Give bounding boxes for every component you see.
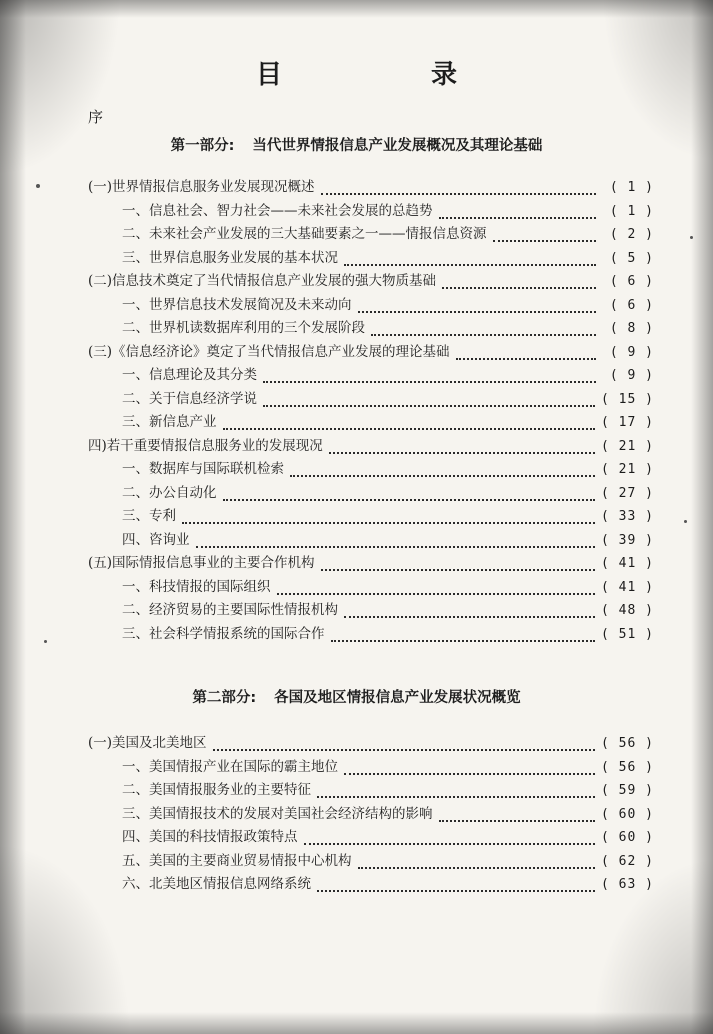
- scan-shadow-top: [0, 0, 713, 18]
- toc-entry: [88, 505, 654, 529]
- dot-leader: [321, 184, 596, 195]
- part-one-label: 第一部分:: [170, 138, 235, 154]
- scan-speck: [690, 236, 693, 239]
- toc-entry-title: 二、办公自动化: [122, 484, 217, 501]
- toc-entry-title: 一、科技情报的国际组织: [122, 578, 271, 595]
- toc-entry-page: ( 1 ): [609, 180, 654, 195]
- dot-leader: [439, 208, 597, 219]
- toc-entry-title: 三、美国情报技术的发展对美国社会经济结构的影响: [122, 805, 433, 822]
- toc-entry-title: 二、美国情报服务业的主要特征: [122, 782, 311, 798]
- toc-entry-page: ( 9 ): [609, 344, 654, 360]
- toc-entry-page: ( 62 ): [601, 853, 654, 869]
- toc-entry-page: ( 5 ): [609, 250, 654, 266]
- toc-entry-page: ( 41 ): [601, 556, 654, 571]
- part-one-heading: [0, 134, 713, 155]
- toc-entry-page: ( 15 ): [601, 391, 654, 407]
- toc-entry-title: 五、美国的主要商业贸易情报中心机构: [122, 852, 352, 869]
- dot-leader: [442, 278, 596, 289]
- toc-entry-page: ( 59 ): [601, 783, 654, 798]
- part-one-title: 当代世界情报信息产业发展概况及其理论基础: [252, 138, 543, 154]
- toc-entry-title: 四、咨询业: [122, 531, 190, 548]
- toc-entry-page: ( 56 ): [601, 736, 654, 751]
- dot-leader: [263, 372, 596, 383]
- toc-entry: [88, 552, 654, 576]
- dot-leader: [331, 631, 596, 642]
- toc-entry: [88, 200, 654, 224]
- toc-part-one: [88, 176, 654, 646]
- toc-entry-page: ( 41 ): [601, 579, 654, 595]
- dot-leader: [344, 764, 595, 775]
- toc-entry: [88, 176, 654, 200]
- toc-entry: [88, 623, 654, 647]
- dot-leader: [493, 231, 597, 242]
- dot-leader: [317, 787, 595, 798]
- toc-entry: [88, 756, 654, 780]
- scan-speck: [44, 640, 47, 643]
- dot-leader: [317, 881, 595, 892]
- toc-entry-page: ( 60 ): [601, 806, 654, 822]
- preface-entry: 序: [88, 108, 104, 126]
- toc-entry-page: ( 51 ): [601, 626, 654, 642]
- dot-leader: [321, 560, 595, 571]
- toc-entry-page: ( 27 ): [601, 485, 654, 501]
- part-two-label: 第二部分:: [192, 690, 257, 706]
- toc-entry-title: 二、世界机读数据库利用的三个发展阶段: [122, 320, 365, 336]
- toc-entry-page: ( 2 ): [609, 227, 654, 242]
- toc-entry: [88, 826, 654, 850]
- toc-entry-title: (一)美国及北美地区: [88, 735, 207, 751]
- toc-part-two: [88, 732, 654, 897]
- toc-entry: [88, 576, 654, 600]
- dot-leader: [358, 858, 596, 869]
- toc-entry-page: ( 17 ): [601, 415, 654, 430]
- dot-leader: [263, 396, 595, 407]
- toc-entry-page: ( 60 ): [601, 830, 654, 845]
- toc-entry: [88, 341, 654, 365]
- part-two-title: 各国及地区情报信息产业发展状况概览: [274, 690, 521, 706]
- toc-entry-title: 二、未来社会产业发展的三大基础要素之一——情报信息资源: [122, 226, 487, 242]
- toc-entry-title: 二、经济贸易的主要国际性情报机构: [122, 602, 338, 618]
- toc-entry-page: ( 6 ): [609, 274, 654, 289]
- toc-entry-title: 三、新信息产业: [122, 414, 217, 430]
- dot-leader: [344, 607, 595, 618]
- toc-entry-page: ( 39 ): [601, 532, 654, 548]
- toc-entry-title: (一)世界情报信息服务业发展现况概述: [88, 179, 315, 195]
- toc-entry: [88, 803, 654, 827]
- toc-entry-title: 四、美国的科技情报政策特点: [122, 829, 298, 845]
- toc-entry-title: 一、信息理论及其分类: [122, 367, 257, 383]
- dot-leader: [277, 584, 596, 595]
- toc-entry: [88, 388, 654, 412]
- dot-leader: [223, 419, 596, 430]
- toc-entry: [88, 364, 654, 388]
- scan-speck: [684, 520, 687, 523]
- dot-leader: [439, 811, 596, 822]
- toc-entry-title: 一、美国情报产业在国际的霸主地位: [122, 758, 338, 775]
- toc-entry: [88, 732, 654, 756]
- toc-entry-title: (二)信息技术奠定了当代情报信息产业发展的强大物质基础: [88, 273, 437, 289]
- toc-entry-title: 三、世界信息服务业发展的基本状况: [122, 249, 338, 266]
- toc-entry: [88, 223, 654, 247]
- toc-entry-page: ( 56 ): [601, 759, 654, 775]
- dot-leader: [182, 513, 595, 524]
- scan-shadow-left: [0, 0, 26, 1034]
- dot-leader: [290, 466, 595, 477]
- toc-entry-page: ( 6 ): [609, 297, 654, 313]
- dot-leader: [371, 325, 596, 336]
- toc-entry: [88, 270, 654, 294]
- toc-entry: [88, 599, 654, 623]
- toc-entry: [88, 435, 654, 459]
- toc-entry-page: ( 21 ): [601, 438, 654, 454]
- toc-entry: [88, 529, 654, 553]
- toc-entry-page: ( 1 ): [609, 203, 654, 219]
- toc-entry: [88, 482, 654, 506]
- toc-entry-page: ( 8 ): [609, 321, 654, 336]
- toc-entry-page: ( 9 ): [609, 368, 654, 383]
- toc-entry-title: 二、关于信息经济学说: [122, 390, 257, 407]
- toc-entry-title: 六、北美地区情报信息网络系统: [122, 876, 311, 892]
- scan-speck: [36, 184, 40, 188]
- toc-entry-title: 一、世界信息技术发展简况及未来动向: [122, 296, 352, 313]
- toc-entry-title: 三、社会科学情报系统的国际合作: [122, 625, 325, 642]
- toc-entry: [88, 779, 654, 803]
- dot-leader: [196, 537, 596, 548]
- dot-leader: [329, 443, 595, 454]
- toc-entry-title: (三)《信息经济论》奠定了当代情报信息产业发展的理论基础: [88, 343, 450, 360]
- page-title: 目 录: [255, 60, 528, 90]
- dot-leader: [358, 302, 597, 313]
- toc-entry: [88, 317, 654, 341]
- toc-entry-title: 四)若干重要情报信息服务业的发展现况: [88, 437, 323, 454]
- toc-entry-page: ( 48 ): [601, 603, 654, 618]
- toc-entry: [88, 247, 654, 271]
- dot-leader: [456, 349, 596, 360]
- dot-leader: [344, 255, 596, 266]
- toc-entry-page: ( 63 ): [601, 877, 654, 892]
- toc-entry: [88, 850, 654, 874]
- part-two-heading: [0, 686, 713, 707]
- dot-leader: [223, 490, 596, 501]
- toc-entry-title: 一、信息社会、智力社会——未来社会发展的总趋势: [122, 202, 433, 219]
- dot-leader: [213, 740, 595, 751]
- toc-entry-page: ( 33 ): [601, 509, 654, 524]
- toc-entry-title: 三、专利: [122, 508, 176, 524]
- scan-shadow-right: [691, 0, 713, 1034]
- toc-entry-page: ( 21 ): [601, 462, 654, 477]
- toc-entry-title: 一、数据库与国际联机检索: [122, 461, 284, 477]
- toc-entry: [88, 411, 654, 435]
- dot-leader: [304, 834, 596, 845]
- scan-shadow-bottom: [0, 1012, 713, 1034]
- toc-entry-title: (五)国际情报信息事业的主要合作机构: [88, 555, 315, 571]
- toc-entry: [88, 873, 654, 897]
- toc-entry: [88, 458, 654, 482]
- toc-entry: [88, 294, 654, 318]
